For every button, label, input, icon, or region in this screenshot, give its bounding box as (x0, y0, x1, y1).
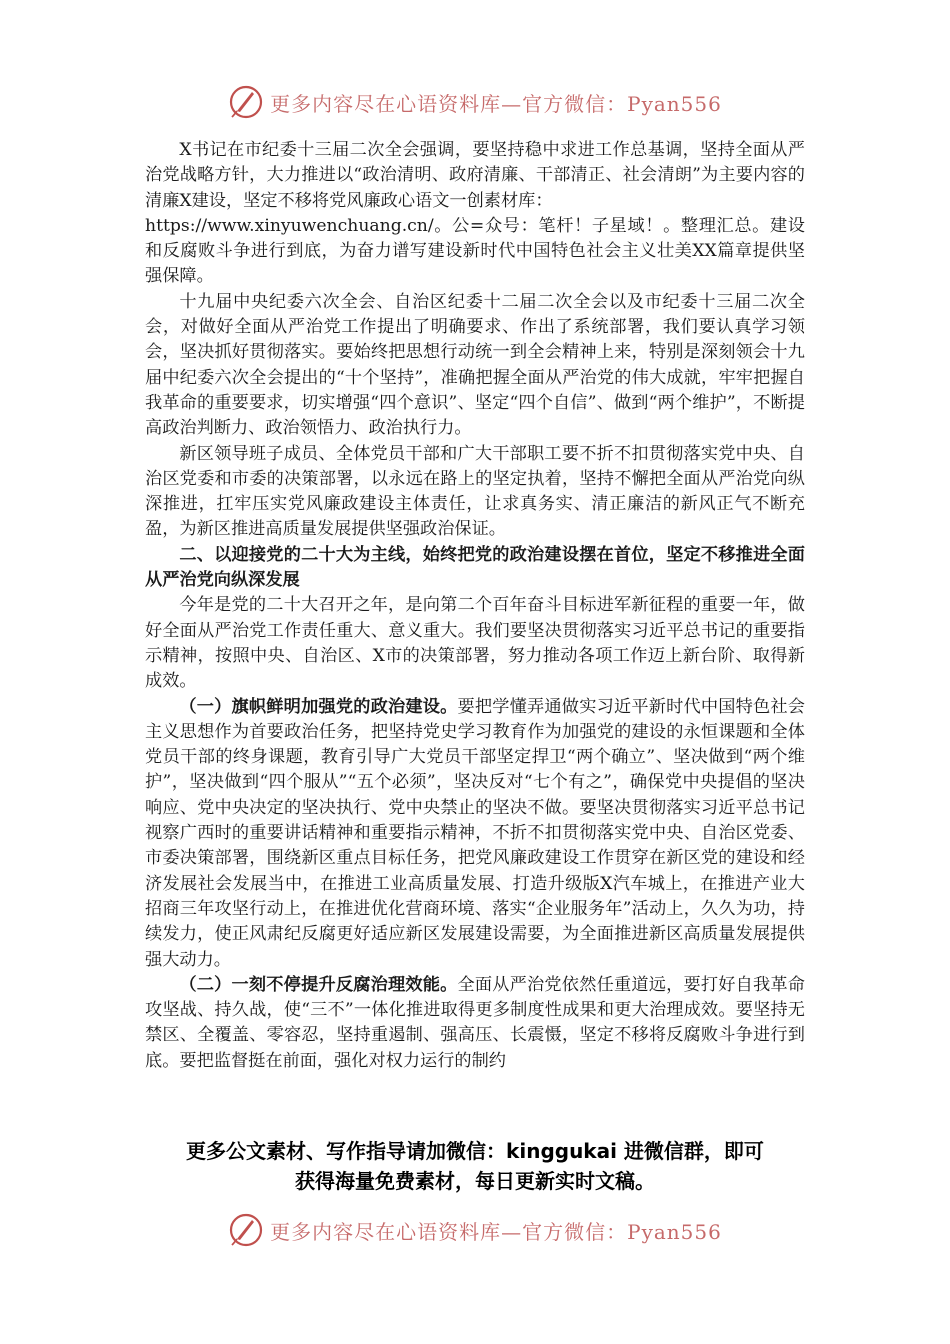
footer-promo-line-1: 更多公文素材、写作指导请加微信：kinggukai 进微信群，即可 (186, 1139, 764, 1163)
document-body (145, 138, 805, 1074)
bottom-watermark-banner (0, 1208, 950, 1252)
subheading-1: （一）旗帜鲜明加强党的政治建设。 (179, 696, 458, 717)
paragraph-intro: X书记在市纪委十三届二次全会强调，要坚持稳中求进工作总基调，坚持全面从严治党战略方针，大力推进以“政治清明、政府清廉、干部清正、社会清朗”为主要内容的清廉X建设，坚定不移将党风廉政心语文一创素材库： (145, 140, 805, 211)
banner-text: 更多内容尽在心语资料库—官方微信：Pyan556 (270, 91, 722, 116)
footer-promo (120, 1136, 830, 1196)
paragraph-text-1: 要把学懂弄通做实习近平新时代中国特色社会主义思想作为首要政治任务，把坚持党史学习教育作为加强党的建设的永恒课题和全体党员干部的终身课题，教育引导广大党员干部坚定捍卫“两个确立”、坚决做到“两个维护”，坚决做到“四个服从”“五个必须”，坚决反对“七个有之”，确保党中央提倡的坚决响应、党中央决定的坚决执行、党中央禁止的坚决不做。要坚决贯彻落实习近平总书记视察广西时的重要讲话精神和重要指示精神，不折不扣贯彻落实党中央、自治区党委、市委决策部署，围绕新区重点目标任务，把党风廉政建设工作贯穿在新区党的建设和经济发展社会发展当中，在推进工业高质量发展、打造升级版X汽车城上，在推进产业大招商三年攻坚行动上，在推进优化营商环境、落实“企业服务年”活动上，久久为功，持续发力，使正风肃纪反腐更好适应新区发展建设需要，为全面推进新区高质量发展提供强大动力。 (145, 696, 805, 970)
paragraph-intro-continued: https://www.xinyuwenchuang.cn/。公=众号：笔杆！子星域！。整理汇总。建设和反腐败斗争进行到底，为奋力谱写建设新时代中国特色社会主义壮美XX篇章提供坚强保障。 (145, 215, 805, 287)
subheading-2: （二）一刻不停提升反腐治理效能。 (179, 974, 458, 995)
banner-text: 更多内容尽在心语资料库—官方微信：Pyan556 (270, 1219, 722, 1244)
quill-logo-icon (228, 84, 264, 120)
paragraph-leadership: 新区领导班子成员、全体党员干部和广大干部职工要不折不扣贯彻落实党中央、自治区党委和市委的决策部署，以永远在路上的坚定执着，坚持不懈把全面从严治党向纵深推进，扛牢压实党风廉政建设主体责任，让求真务实、清正廉洁的新风正气不断充盈，为新区推进高质量发展提供坚强政治保证。 (145, 443, 805, 540)
paragraph-plenary: 十九届中央纪委六次全会、自治区纪委十二届二次全会以及市纪委十三届二次全会，对做好全面从严治党工作提出了明确要求、作出了系统部署，我们要认真学习领会，坚决抓好贯彻落实。要始终把思想行动统一到全会精神上来，特别是深刻领会十九届中纪委六次全会提出的“十个坚持”，准确把握全面从严治党的伟大成就，牢牢把握自我革命的重要要求，切实增强“四个意识”、坚定“四个自信”、做到“两个维护”，不断提高政治判断力、政治领悟力、政治执行力。 (145, 291, 805, 439)
section-heading-2: 二、以迎接党的二十大为主线，始终把党的政治建设摆在首位，坚定不移推进全面从严治党向纵深发展 (145, 544, 805, 591)
paragraph-congress-year: 今年是党的二十大召开之年，是向第二个百年奋斗目标进军新征程的重要一年，做好全面从严治党工作责任重大、意义重大。我们要坚决贯彻落实习近平总书记的重要指示精神，按照中央、自治区、X市的决策部署，努力推动各项工作迈上新台阶、取得新成效。 (145, 595, 805, 692)
top-watermark-banner (0, 80, 950, 124)
footer-promo-line-2: 获得海量免费素材，每日更新实时文稿。 (295, 1169, 655, 1193)
paragraph-political-building (145, 695, 805, 973)
paragraph-text-2: 全面从严治党依然任重道远，要打好自我革命攻坚战、持久战，使“三不”一体化推进取得更多制度性成果和更大治理成效。要坚持无禁区、全覆盖、零容忍，坚持重遏制、强高压、长震慑，坚定不移将反腐败斗争进行到底。要把监督挺在前面，强化对权力运行的制约 (145, 974, 805, 1071)
paragraph-anticorruption (145, 973, 805, 1074)
quill-logo-icon (228, 1212, 264, 1248)
